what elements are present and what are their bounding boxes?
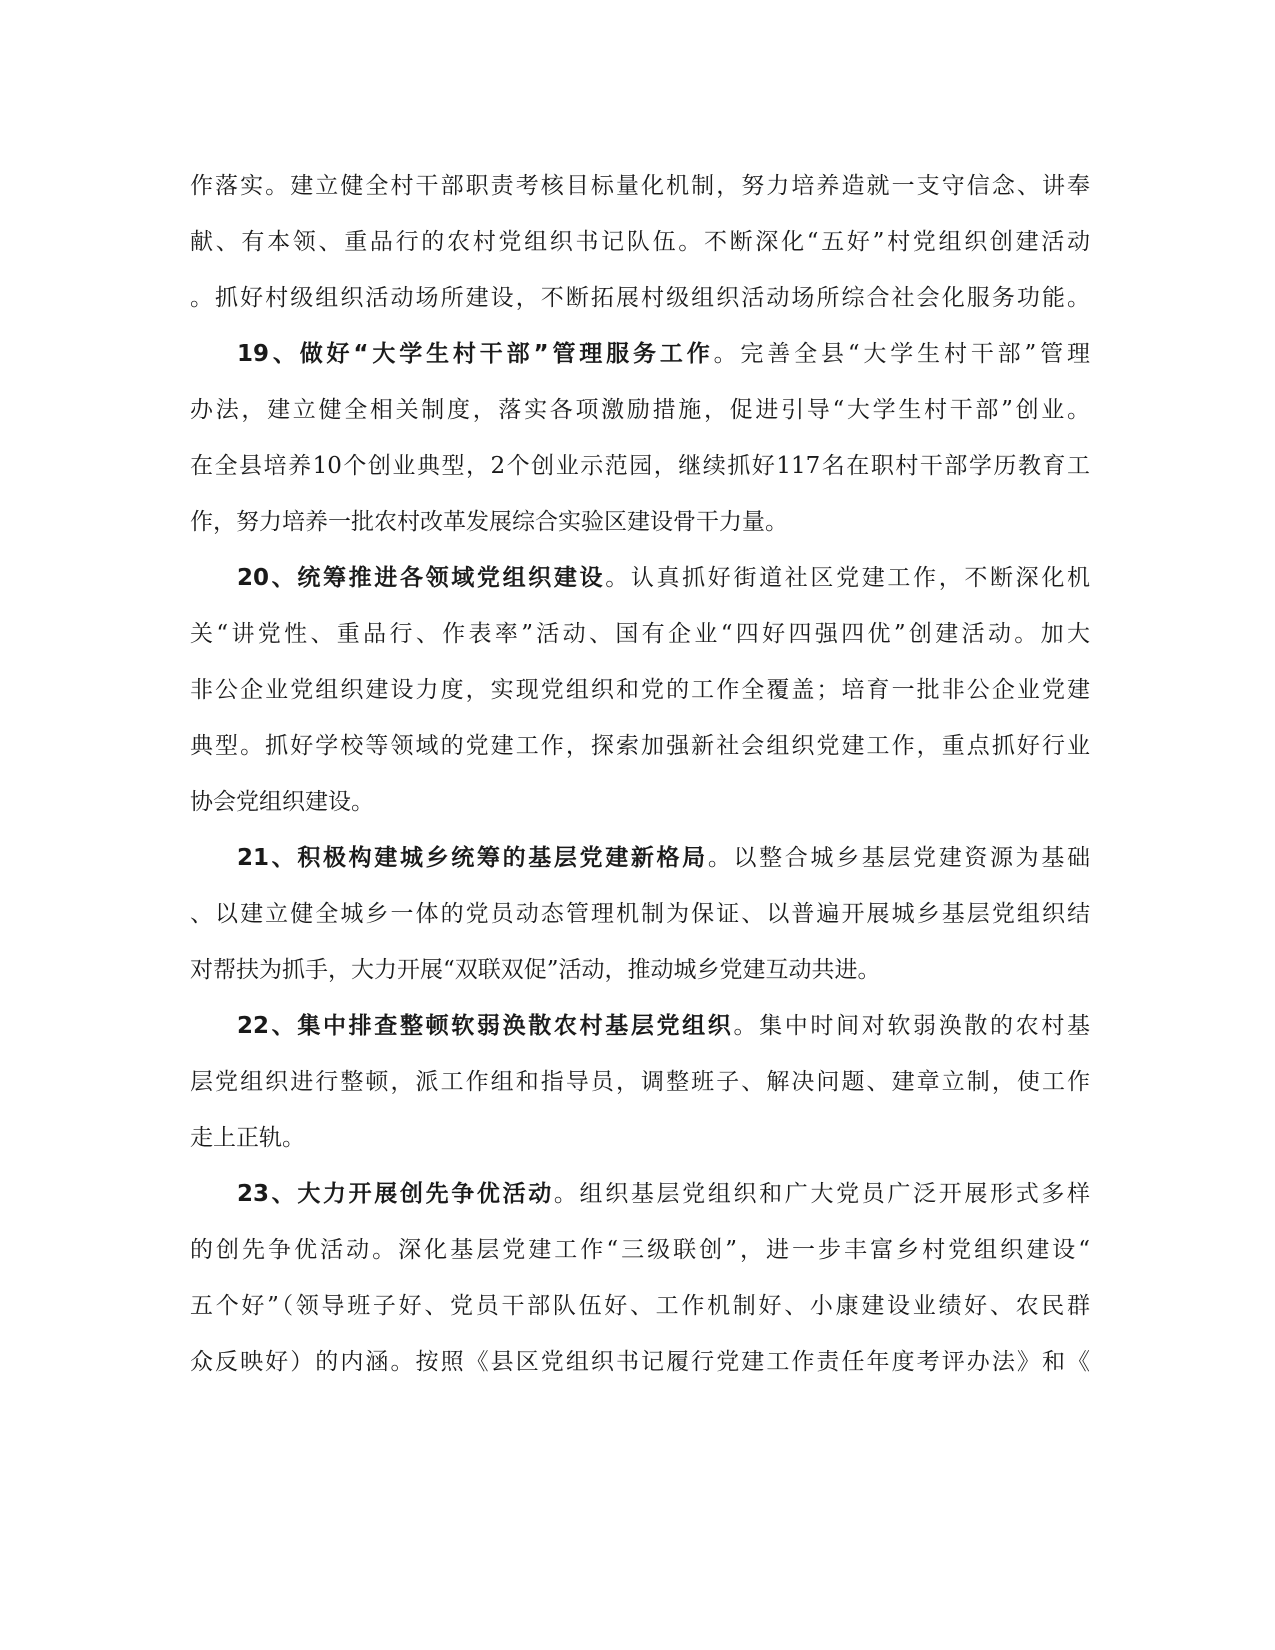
text-run: 。组织基层党组织和广大党员广泛开展形式多样 bbox=[553, 1181, 1091, 1207]
text-line: 非公企业党组织建设力度，实现党组织和党的工作全覆盖；培育一批非公企业党建 bbox=[190, 677, 1090, 703]
text-line: 协会党组织建设。 bbox=[190, 789, 374, 815]
text-run: 。以整合城乡基层党建资源为基础 bbox=[707, 845, 1090, 871]
text-line: 在全县培养10个创业典型，2个创业示范园，继续抓好117名在职村干部学历教育工 bbox=[190, 453, 1090, 479]
section-19-first-line bbox=[237, 336, 1090, 372]
text-line: 、以建立健全城乡一体的党员动态管理机制为保证、以普遍开展城乡基层党组织结 bbox=[190, 901, 1090, 927]
section-23-first-line bbox=[237, 1176, 1090, 1212]
text-line: 的创先争优活动。深化基层党建工作“三级联创”，进一步丰富乡村党组织建设“ bbox=[190, 1237, 1090, 1263]
section-heading-21: 21、积极构建城乡统筹的基层党建新格局 bbox=[237, 845, 708, 871]
text-line: 关“讲党性、重品行、作表率”活动、国有企业“四好四强四优”创建活动。加大 bbox=[190, 621, 1090, 647]
section-heading-20: 20、统筹推进各领域党组织建设 bbox=[237, 565, 606, 591]
text-line: 五个好”（领导班子好、党员干部队伍好、工作机制好、小康建设业绩好、农民群 bbox=[190, 1293, 1090, 1319]
text-line: 办法，建立健全相关制度，落实各项激励措施，促进引导“大学生村干部”创业。 bbox=[190, 397, 1090, 423]
section-heading-22: 22、集中排查整顿软弱涣散农村基层党组织 bbox=[237, 1013, 734, 1039]
section-heading-19: 19、做好“大学生村干部”管理服务工作 bbox=[237, 341, 714, 367]
section-22-first-line bbox=[237, 1008, 1090, 1044]
text-line: 众反映好）的内涵。按照《县区党组织书记履行党建工作责任年度考评办法》和《 bbox=[190, 1349, 1090, 1375]
text-run: 。完善全县“大学生村干部”管理 bbox=[713, 341, 1090, 367]
text-line: 对帮扶为抓手，大力开展“双联双促”活动，推动城乡党建互动共进。 bbox=[190, 957, 881, 983]
text-line: 。抓好村级组织活动场所建设，不断拓展村级组织活动场所综合社会化服务功能。 bbox=[190, 285, 1090, 311]
text-line: 走上正轨。 bbox=[190, 1125, 305, 1151]
text-line: 作，努力培养一批农村改革发展综合实验区建设骨干力量。 bbox=[190, 509, 788, 535]
text-line: 作落实。建立健全村干部职责考核目标量化机制，努力培养造就一支守信念、讲奉 bbox=[190, 173, 1090, 199]
text-run: 。集中时间对软弱涣散的农村基 bbox=[733, 1013, 1090, 1039]
section-heading-23: 23、大力开展创先争优活动 bbox=[237, 1181, 554, 1207]
text-line: 献、有本领、重品行的农村党组织书记队伍。不断深化“五好”村党组织创建活动 bbox=[190, 229, 1090, 255]
text-line: 层党组织进行整顿，派工作组和指导员，调整班子、解决问题、建章立制，使工作 bbox=[190, 1069, 1090, 1095]
text-run: 。认真抓好街道社区党建工作，不断深化机 bbox=[605, 565, 1090, 591]
text-line: 典型。抓好学校等领域的党建工作，探索加强新社会组织党建工作，重点抓好行业 bbox=[190, 733, 1090, 759]
section-21-first-line bbox=[237, 840, 1090, 876]
section-20-first-line bbox=[237, 560, 1090, 596]
